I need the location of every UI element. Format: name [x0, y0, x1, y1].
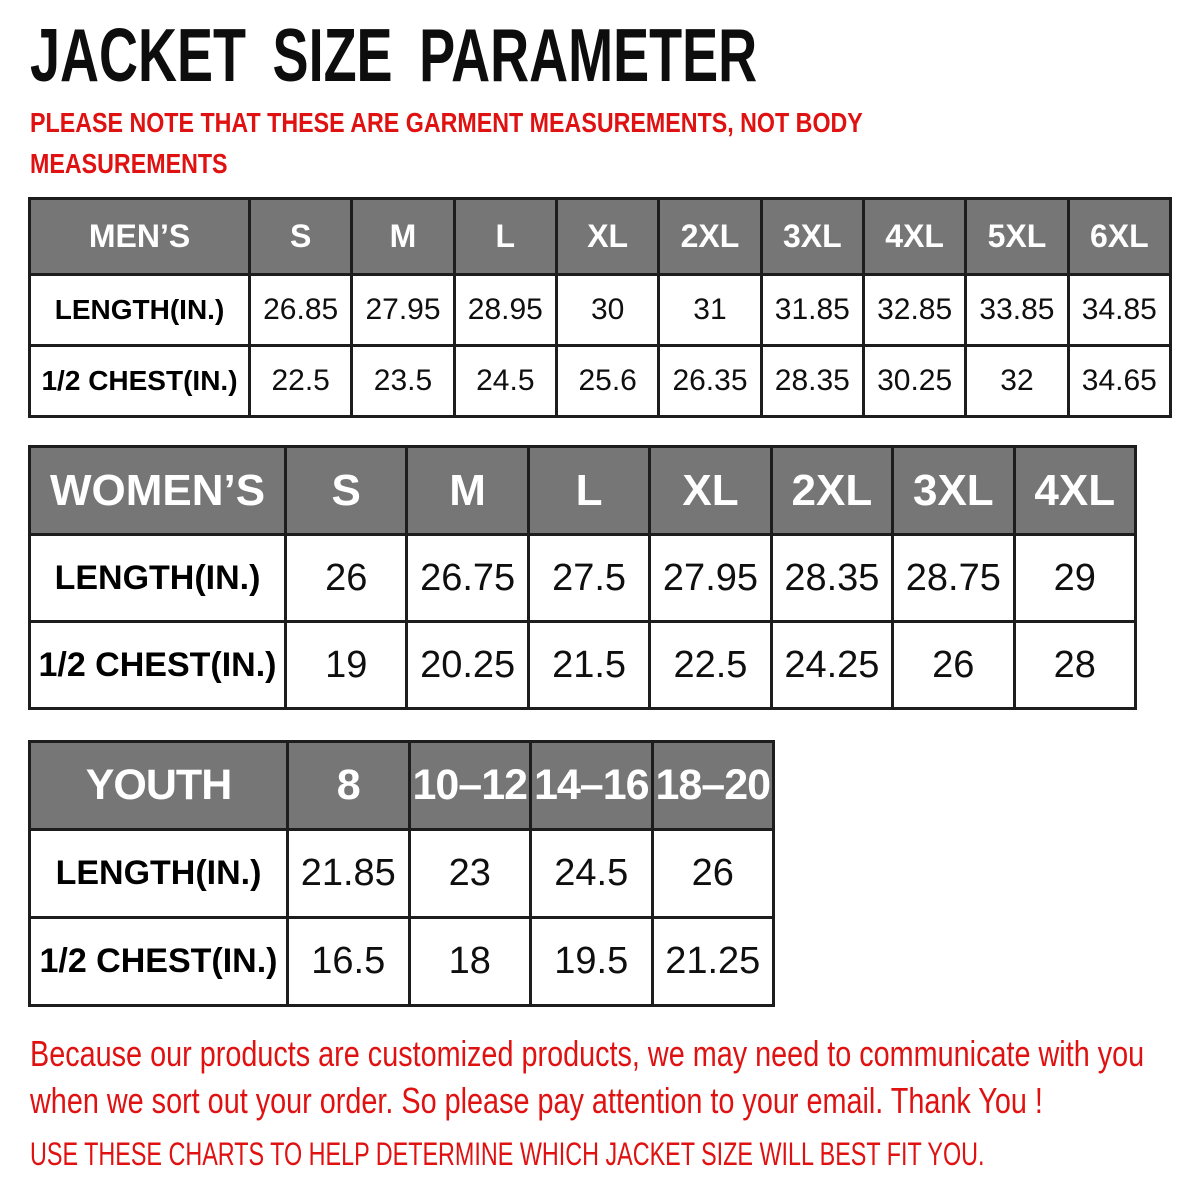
size-value: 28.35: [771, 535, 892, 622]
size-value: 26: [652, 830, 774, 918]
size-value: 28.35: [761, 346, 863, 417]
size-value: 23.5: [352, 346, 454, 417]
size-value: 24.25: [771, 622, 892, 709]
row-label: LENGTH(IN.): [30, 535, 286, 622]
usage-instruction: USE THESE CHARTS TO HELP DETERMINE WHICH JACKET SIZE WILL BEST FIT YOU.: [30, 1136, 985, 1172]
size-value: 30.25: [863, 346, 965, 417]
size-value: 26.35: [659, 346, 761, 417]
mens-size-table-container: [28, 197, 1172, 418]
womens-column-header: 4XL: [1014, 447, 1135, 535]
row-label: 1/2 CHEST(IN.): [30, 918, 288, 1006]
womens-group-header: WOMEN’S: [30, 447, 286, 535]
row-label: LENGTH(IN.): [30, 275, 250, 346]
womens-column-header: XL: [650, 447, 771, 535]
size-value: 27.95: [352, 275, 454, 346]
size-value: 28: [1014, 622, 1135, 709]
size-value: 32.85: [863, 275, 965, 346]
size-value: 31: [659, 275, 761, 346]
size-value: 21.85: [288, 830, 410, 918]
size-value: 21.25: [652, 918, 774, 1006]
size-value: 27.95: [650, 535, 771, 622]
youth-group-header: YOUTH: [30, 742, 288, 830]
womens-column-header: S: [286, 447, 407, 535]
customization-notice-line-2: when we sort out your order. So please pay attention to your email. Thank You !: [30, 1080, 1043, 1121]
youth-column-header: 10–12: [409, 742, 531, 830]
size-value: 22.5: [250, 346, 352, 417]
size-value: 30: [556, 275, 658, 346]
youth-column-header: 18–20: [652, 742, 774, 830]
youth-column-header: 8: [288, 742, 410, 830]
size-value: 26.85: [250, 275, 352, 346]
size-value: 34.65: [1068, 346, 1170, 417]
mens-column-header: 3XL: [761, 199, 863, 275]
youth-column-header: 14–16: [531, 742, 653, 830]
size-value: 19.5: [531, 918, 653, 1006]
size-value: 24.5: [454, 346, 556, 417]
row-label: 1/2 CHEST(IN.): [30, 622, 286, 709]
size-value: 27.5: [528, 535, 649, 622]
size-value: 28.95: [454, 275, 556, 346]
row-label: LENGTH(IN.): [30, 830, 288, 918]
note-line-1: PLEASE NOTE THAT THESE ARE GARMENT MEASUREMENTS, NOT BODY: [30, 107, 863, 138]
size-value: 32: [966, 346, 1068, 417]
size-value: 34.85: [1068, 275, 1170, 346]
garment-measurement-note: [30, 102, 863, 184]
mens-column-header: L: [454, 199, 556, 275]
note-line-2: MEASUREMENTS: [30, 148, 228, 179]
womens-column-header: 2XL: [771, 447, 892, 535]
mens-column-header: 6XL: [1068, 199, 1170, 275]
size-value: 19: [286, 622, 407, 709]
mens-group-header: MEN’S: [30, 199, 250, 275]
size-value: 33.85: [966, 275, 1068, 346]
size-value: 28.75: [893, 535, 1014, 622]
size-value: 25.6: [556, 346, 658, 417]
size-value: 31.85: [761, 275, 863, 346]
size-value: 18: [409, 918, 531, 1006]
womens-column-header: M: [407, 447, 528, 535]
size-value: 20.25: [407, 622, 528, 709]
page-title: JACKET SIZE PARAMETER: [30, 13, 758, 97]
size-value: 24.5: [531, 830, 653, 918]
size-value: 26: [893, 622, 1014, 709]
size-value: 16.5: [288, 918, 410, 1006]
mens-column-header: 5XL: [966, 199, 1068, 275]
mens-column-header: XL: [556, 199, 658, 275]
customization-notice: [30, 1030, 1144, 1124]
mens-column-header: S: [250, 199, 352, 275]
size-value: 21.5: [528, 622, 649, 709]
row-label: 1/2 CHEST(IN.): [30, 346, 250, 417]
youth-size-table-container: [28, 740, 775, 1007]
womens-size-table-container: [28, 445, 1137, 710]
size-value: 22.5: [650, 622, 771, 709]
size-value: 23: [409, 830, 531, 918]
customization-notice-line-1: Because our products are customized products, we may need to communicate with you: [30, 1033, 1145, 1074]
youth-size-table: [28, 740, 775, 1007]
womens-column-header: L: [528, 447, 649, 535]
size-value: 26.75: [407, 535, 528, 622]
womens-size-table: [28, 445, 1137, 710]
mens-size-table: [28, 197, 1172, 418]
mens-column-header: M: [352, 199, 454, 275]
mens-column-header: 4XL: [863, 199, 965, 275]
womens-column-header: 3XL: [893, 447, 1014, 535]
mens-column-header: 2XL: [659, 199, 761, 275]
size-value: 26: [286, 535, 407, 622]
size-value: 29: [1014, 535, 1135, 622]
